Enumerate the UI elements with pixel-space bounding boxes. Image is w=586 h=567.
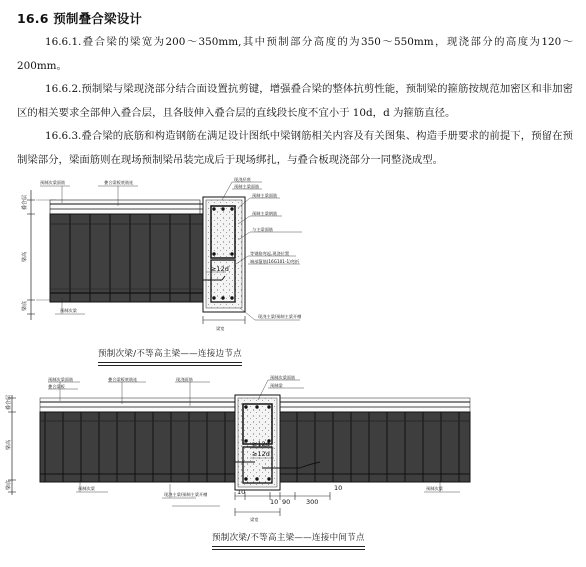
- fig1-v-top: 叠合层: [22, 194, 28, 210]
- paragraph-16-6-2: 16.6.2.预制梁与梁现浇部分结合面设置抗剪键，增强叠合梁的整体抗剪性能，预制梁的箍筋按规范加密区和非加密区的相关要求全部伸入叠合层，且各肢伸入叠合层的直线段长度不宜小于 10d，d 为箍筋直径。: [17, 83, 573, 119]
- fig2-dim-10b: 10: [270, 498, 279, 506]
- section-title: 16.6 预制叠合梁设计: [17, 11, 143, 26]
- caption-underline: [212, 548, 365, 550]
- fig2-dim-10c: 10: [334, 484, 343, 492]
- fig2-v-top: 叠合层: [6, 394, 12, 410]
- fig2-label-9: 预制次梁: [426, 486, 443, 491]
- fig1-label-3: 现浇层底: [234, 177, 251, 182]
- fig1-label-9: 端部箍筋(16G101-1)弯折: [250, 259, 300, 264]
- paragraph-16-6-3: 16.6.3.叠合梁的底筋和构造钢筋在满足设计图纸中梁钢筋相关内容及有关图集、构造手册要求的前提下，预留在预制梁部分，梁面筋则在现场预制梁吊装完成后于现场绑扎，与叠合板现浇部分一同整浇成型。: [17, 130, 573, 166]
- fig1-label-6: 预制主梁钢筋: [252, 211, 278, 216]
- fig2-label-2: 叠合梁板: [48, 384, 65, 389]
- fig1-label-10: 预制次梁: [60, 308, 77, 313]
- figure-2-middle-node: [5, 374, 470, 523]
- caption-underline: [212, 544, 365, 547]
- fig2-dim-300: 300: [306, 498, 319, 506]
- fig2-label-8: 现浇主梁/预制主梁开槽: [164, 492, 208, 497]
- fig1-label-11: 现浇主梁/预制主梁开槽: [258, 314, 302, 319]
- figure-2-caption: [212, 531, 365, 550]
- fig1-v-bot: 梁底: [22, 300, 28, 311]
- fig2-label-7: 预制次梁: [78, 486, 95, 491]
- fig1-label-5: 预制主梁面筋: [252, 193, 278, 198]
- fig2-dim-90: 90: [282, 498, 291, 506]
- fig2-label-4: 现浇面筋: [176, 377, 193, 382]
- fig2-dim-12d-a: ≥12d: [252, 440, 270, 448]
- fig1-label-4: 预制主梁面筋: [234, 184, 260, 189]
- fig1-label-2: 叠合梁板底筋连: [104, 180, 134, 185]
- caption-underline: [98, 360, 242, 363]
- fig2-dim-12d-b: ≥12d: [252, 450, 270, 458]
- fig1-label-7: 与主梁面筋: [252, 227, 273, 232]
- fig1-beam-width: 梁宽: [216, 326, 225, 331]
- fig2-beam-width: 梁宽: [250, 517, 259, 522]
- fig2-v-mid: 梁高: [6, 439, 12, 450]
- figure-1-edge-node: [21, 176, 302, 332]
- fig2-dim-10a: 10: [237, 488, 246, 496]
- figure-2-caption-text: 预制次梁/不等高主梁——连接中间节点: [212, 533, 365, 543]
- figure-1-caption: [98, 347, 242, 366]
- figure-1-caption-text: 预制次梁/不等高主梁——连接边节点: [98, 349, 242, 359]
- fig2-v-bot: 梁底: [6, 479, 12, 490]
- fig2-label-5: 预制次梁面筋: [270, 375, 296, 380]
- fig1-v-mid: 梁高: [22, 251, 28, 262]
- fig2-label-6: 预制梁: [270, 383, 283, 388]
- fig2-label-1: 预制次梁面筋: [48, 377, 74, 382]
- fig1-label-8: 等钢筋弯起,现浇位置: [250, 251, 290, 256]
- fig1-dim-12d: ≥12d: [211, 265, 229, 273]
- paragraph-16-6-1: 16.6.1.叠合梁的梁宽为200～350mm,其中预制部分高度的为350～550mm，现浇部分的高度为120～200mm。: [17, 36, 573, 72]
- fig1-label-1: 预制次梁面筋: [40, 180, 66, 185]
- fig2-label-3: 叠合梁板底筋连: [108, 377, 138, 382]
- caption-underline: [98, 364, 242, 366]
